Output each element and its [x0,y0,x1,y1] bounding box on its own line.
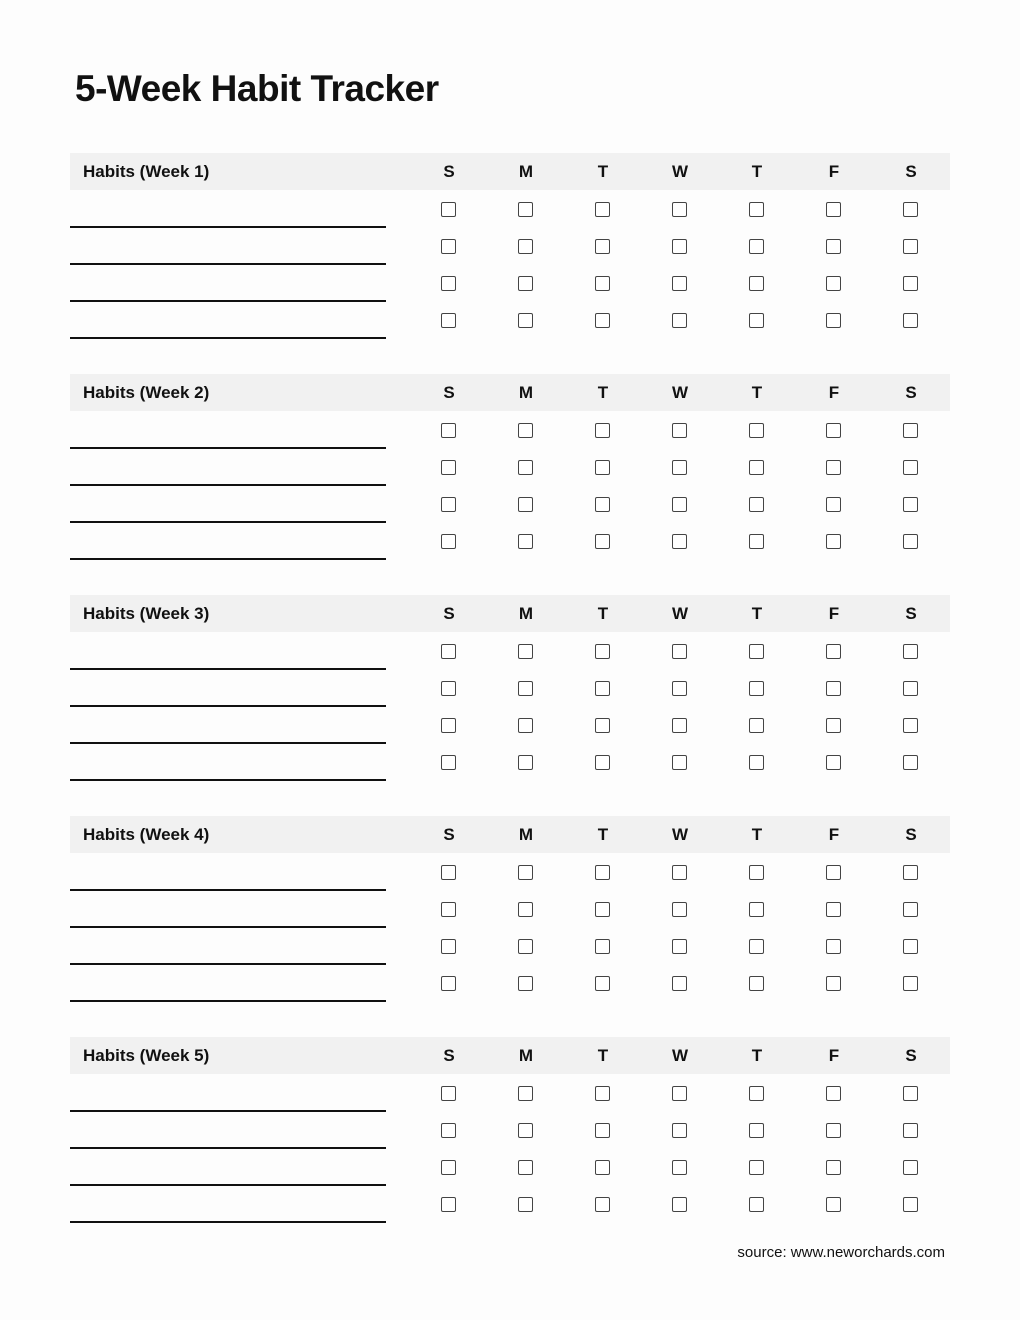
habit-name-line[interactable] [70,1110,386,1112]
habit-checkbox[interactable] [441,681,456,696]
day-header: T [597,825,609,844]
day-header: F [828,604,840,623]
habit-checkbox[interactable] [749,460,764,475]
habit-checkbox[interactable] [518,902,533,917]
habit-checkbox[interactable] [672,902,687,917]
habit-checkbox[interactable] [672,1086,687,1101]
habit-name-line[interactable] [70,447,386,449]
habit-checkbox[interactable] [595,902,610,917]
day-header: T [751,825,763,844]
week-title: Habits (Week 2) [83,383,210,402]
habit-checkbox[interactable] [826,276,841,291]
habit-checkbox[interactable] [595,976,610,991]
habit-checkbox[interactable] [518,755,533,770]
week-header [70,153,950,190]
habit-checkbox[interactable] [903,902,918,917]
week-header [70,816,950,853]
habit-checkbox[interactable] [903,202,918,217]
habit-checkbox[interactable] [672,202,687,217]
day-header: T [751,383,763,402]
habit-checkbox[interactable] [749,1123,764,1138]
habit-name-line[interactable] [70,1147,386,1149]
habit-checkbox[interactable] [672,239,687,254]
habit-checkbox[interactable] [518,1123,533,1138]
habit-checkbox[interactable] [826,239,841,254]
habit-checkbox[interactable] [749,976,764,991]
habit-checkbox[interactable] [672,644,687,659]
habit-name-line[interactable] [70,484,386,486]
habit-checkbox[interactable] [749,313,764,328]
habit-checkbox[interactable] [826,939,841,954]
habit-checkbox[interactable] [595,497,610,512]
habit-checkbox[interactable] [441,644,456,659]
habit-checkbox[interactable] [903,460,918,475]
habit-checkbox[interactable] [518,313,533,328]
day-header: S [905,383,917,402]
habit-checkbox[interactable] [518,644,533,659]
week-title: Habits (Week 1) [83,162,210,181]
habit-checkbox[interactable] [595,1160,610,1175]
habit-checkbox[interactable] [903,497,918,512]
habit-checkbox[interactable] [518,239,533,254]
habit-checkbox[interactable] [672,681,687,696]
habit-checkbox[interactable] [749,865,764,880]
habit-checkbox[interactable] [672,534,687,549]
week-1-section [70,153,950,343]
habit-checkbox[interactable] [441,423,456,438]
habit-checkbox[interactable] [903,1160,918,1175]
habit-checkbox[interactable] [903,976,918,991]
habit-checkbox[interactable] [826,423,841,438]
habit-checkbox[interactable] [595,865,610,880]
habit-checkbox[interactable] [749,202,764,217]
habit-checkbox[interactable] [826,1197,841,1212]
habit-checkbox[interactable] [441,718,456,733]
habit-checkbox[interactable] [672,276,687,291]
habit-name-line[interactable] [70,1221,386,1223]
habit-checkbox[interactable] [749,239,764,254]
habit-checkbox[interactable] [826,865,841,880]
habit-checkbox[interactable] [672,939,687,954]
source-credit: source: www.neworchards.com [737,1244,945,1261]
habit-name-line[interactable] [70,963,386,965]
habit-checkbox[interactable] [749,718,764,733]
habit-checkbox[interactable] [595,239,610,254]
habit-checkbox[interactable] [749,1197,764,1212]
day-header: S [905,604,917,623]
habit-checkbox[interactable] [441,276,456,291]
habit-checkbox[interactable] [826,644,841,659]
habit-checkbox[interactable] [826,202,841,217]
day-header: S [443,1046,455,1065]
habit-checkbox[interactable] [672,755,687,770]
week-5-section [70,1037,950,1227]
week-header [70,1037,950,1074]
day-header: S [443,825,455,844]
week-header [70,374,950,411]
habit-checkbox[interactable] [749,276,764,291]
habit-checkbox[interactable] [826,1086,841,1101]
habit-checkbox[interactable] [441,939,456,954]
habit-checkbox[interactable] [826,902,841,917]
habit-checkbox[interactable] [903,1086,918,1101]
day-header: S [443,162,455,181]
habit-checkbox[interactable] [441,902,456,917]
habit-checkbox[interactable] [749,497,764,512]
habit-name-line[interactable] [70,1000,386,1002]
day-header: M [518,383,534,402]
habit-checkbox[interactable] [518,865,533,880]
habit-name-line[interactable] [70,337,386,339]
habit-checkbox[interactable] [749,644,764,659]
habit-checkbox[interactable] [518,1197,533,1212]
habit-checkbox[interactable] [903,1123,918,1138]
habit-checkbox[interactable] [595,1123,610,1138]
habit-checkbox[interactable] [518,1160,533,1175]
habit-checkbox[interactable] [441,202,456,217]
habit-checkbox[interactable] [672,460,687,475]
habit-checkbox[interactable] [518,497,533,512]
habit-checkbox[interactable] [595,718,610,733]
day-header: W [671,383,689,402]
day-header: F [828,1046,840,1065]
habit-checkbox[interactable] [518,939,533,954]
habit-checkbox[interactable] [518,276,533,291]
day-header: S [443,604,455,623]
habit-checkbox[interactable] [595,423,610,438]
habit-checkbox[interactable] [441,1197,456,1212]
habit-checkbox[interactable] [672,976,687,991]
habit-checkbox[interactable] [903,718,918,733]
day-header: M [518,604,534,623]
habit-checkbox[interactable] [595,1086,610,1101]
habit-checkbox[interactable] [826,755,841,770]
habit-checkbox[interactable] [672,497,687,512]
habit-checkbox[interactable] [595,755,610,770]
habit-checkbox[interactable] [441,239,456,254]
habit-checkbox[interactable] [826,976,841,991]
habit-name-line[interactable] [70,226,386,228]
habit-checkbox[interactable] [595,644,610,659]
habit-checkbox[interactable] [595,681,610,696]
week-4-section [70,816,950,1006]
habit-checkbox[interactable] [826,460,841,475]
habit-checkbox[interactable] [595,939,610,954]
day-header: F [828,162,840,181]
habit-checkbox[interactable] [518,1086,533,1101]
habit-checkbox[interactable] [749,534,764,549]
day-header: T [597,604,609,623]
habit-name-line[interactable] [70,779,386,781]
week-header [70,595,950,632]
habit-checkbox[interactable] [749,939,764,954]
habit-checkbox[interactable] [672,718,687,733]
habit-checkbox[interactable] [749,902,764,917]
habit-checkbox[interactable] [441,497,456,512]
day-header: T [751,604,763,623]
week-title: Habits (Week 5) [83,1046,210,1065]
habit-checkbox[interactable] [826,1160,841,1175]
day-header: T [751,162,763,181]
week-title: Habits (Week 3) [83,604,210,623]
habit-checkbox[interactable] [441,1123,456,1138]
habit-checkbox[interactable] [672,313,687,328]
day-header: T [597,383,609,402]
habit-checkbox[interactable] [903,865,918,880]
habit-name-line[interactable] [70,889,386,891]
day-header: M [518,825,534,844]
habit-checkbox[interactable] [826,1123,841,1138]
habit-checkbox[interactable] [441,460,456,475]
habit-checkbox[interactable] [518,681,533,696]
habit-checkbox[interactable] [749,1086,764,1101]
habit-checkbox[interactable] [441,534,456,549]
habit-checkbox[interactable] [826,681,841,696]
habit-checkbox[interactable] [595,534,610,549]
week-2-section [70,374,950,564]
habit-checkbox[interactable] [903,644,918,659]
habit-name-line[interactable] [70,668,386,670]
habit-checkbox[interactable] [672,423,687,438]
habit-checkbox[interactable] [595,202,610,217]
habit-checkbox[interactable] [672,1123,687,1138]
habit-checkbox[interactable] [672,1160,687,1175]
day-header: M [518,162,534,181]
habit-name-line[interactable] [70,742,386,744]
day-header: F [828,383,840,402]
day-header: S [443,383,455,402]
habit-checkbox[interactable] [903,313,918,328]
habit-checkbox[interactable] [826,313,841,328]
habit-checkbox[interactable] [441,865,456,880]
habit-name-line[interactable] [70,1184,386,1186]
day-header: T [751,1046,763,1065]
page-title: 5-Week Habit Tracker [75,68,439,109]
habit-checkbox[interactable] [826,497,841,512]
habit-checkbox[interactable] [518,423,533,438]
habit-checkbox[interactable] [595,276,610,291]
habit-checkbox[interactable] [672,1197,687,1212]
week-3-section [70,595,950,785]
habit-checkbox[interactable] [903,755,918,770]
day-header: T [597,162,609,181]
day-header: W [671,1046,689,1065]
habit-checkbox[interactable] [595,1197,610,1212]
habit-checkbox[interactable] [749,755,764,770]
habit-checkbox[interactable] [595,313,610,328]
habit-name-line[interactable] [70,705,386,707]
habit-checkbox[interactable] [441,1086,456,1101]
habit-checkbox[interactable] [749,681,764,696]
habit-checkbox[interactable] [903,1197,918,1212]
habit-name-line[interactable] [70,558,386,560]
habit-checkbox[interactable] [903,681,918,696]
habit-checkbox[interactable] [441,976,456,991]
habit-checkbox[interactable] [826,718,841,733]
day-header: S [905,825,917,844]
habit-checkbox[interactable] [518,534,533,549]
habit-checkbox[interactable] [441,755,456,770]
day-header: S [905,162,917,181]
habit-checkbox[interactable] [518,460,533,475]
habit-name-line[interactable] [70,521,386,523]
habit-checkbox[interactable] [903,423,918,438]
day-header: W [671,825,689,844]
habit-checkbox[interactable] [595,460,610,475]
habit-checkbox[interactable] [903,939,918,954]
day-header: S [905,1046,917,1065]
habit-checkbox[interactable] [518,976,533,991]
habit-checkbox[interactable] [518,202,533,217]
habit-checkbox[interactable] [749,1160,764,1175]
habit-checkbox[interactable] [903,534,918,549]
habit-name-line[interactable] [70,263,386,265]
day-header: F [828,825,840,844]
habit-checkbox[interactable] [441,313,456,328]
habit-name-line[interactable] [70,300,386,302]
habit-checkbox[interactable] [903,239,918,254]
habit-checkbox[interactable] [441,1160,456,1175]
habit-checkbox[interactable] [749,423,764,438]
habit-checkbox[interactable] [672,865,687,880]
day-header: M [518,1046,534,1065]
day-header: T [597,1046,609,1065]
habit-name-line[interactable] [70,926,386,928]
habit-checkbox[interactable] [826,534,841,549]
habit-checkbox[interactable] [903,276,918,291]
day-header: W [671,162,689,181]
week-title: Habits (Week 4) [83,825,210,844]
habit-checkbox[interactable] [518,718,533,733]
day-header: W [671,604,689,623]
